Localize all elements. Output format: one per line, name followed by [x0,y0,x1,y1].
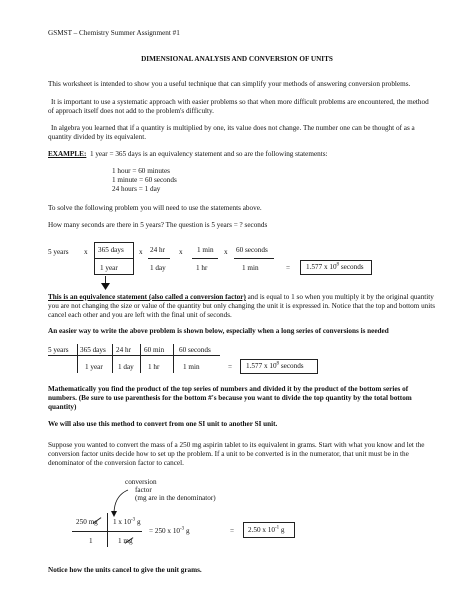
chain2-divider [77,344,78,373]
intro-paragraph-1: This worksheet is intended to show you a useful technique that can simplify your methods of answering conversion problems. [48,80,411,88]
chain1-fraction-bar-2 [148,258,170,259]
chain2-equals: = [228,363,233,371]
example-line [48,150,328,159]
chain3-divider [107,513,108,547]
multiply-sign: x [84,248,88,256]
chain2-den-4: 1 min [183,363,200,371]
chain1-equals: = [286,264,291,272]
chain2-num-2: 365 days [80,346,106,354]
footer-note: Notice how the units cancel to give the unit grams. [48,566,202,574]
chain1-result: 1.577 x $10^8$ seconds [306,262,364,271]
chain3-den-2: 1 mg [118,537,133,545]
chain2-divider [112,344,113,373]
arrow-down-icon [101,283,110,290]
chain3-num-1: 250 mg [76,518,98,526]
multiply-sign: x [139,248,143,256]
annotation-line-1: conversion [125,478,157,486]
chain1-num-2: 24 hr [150,246,165,254]
si-text: We will also use this method to convert from one SI unit to another SI unit. [48,420,278,428]
chain1-num-3: 1 min [197,246,214,254]
annotation-line-3: (mg are in the denominator) [135,494,216,502]
annotation-arrow-icon [108,488,130,518]
chain3-result: 2.50 x $10^{-1}$ g [248,525,285,534]
chain2-divider [140,344,141,373]
intro-paragraph-2: It is important to use a systematic approach with easier problems so that when more difficult problems are encountered, the method of approach itself does not add to the problem's difficulty. [48,98,429,115]
equivalent-3: 24 hours = 1 day [112,185,161,193]
chain2-den-2: 1 day [118,363,134,371]
chain2-num-3: 24 hr [116,346,131,354]
example-label: EXAMPLE: [48,150,87,158]
chain1-den-1: 1 year [100,264,118,272]
chain1-den-2: 1 day [150,264,166,272]
annotation-line-2: factor [135,486,152,494]
equivalent-2: 1 minute = 60 seconds [112,176,177,184]
intro-paragraph-3: In algebra you learned that if a quantity is multiplied by one, its value does not change. The number one can be thought of as a quantity divided by its equivalent. [48,124,415,141]
chain2-result: 1.577 x $10^8$ seconds [246,361,304,370]
chain1-start: 5 years [48,248,69,256]
question-text: How many seconds are there in 5 years? The question is 5 years = ? seconds [48,221,268,229]
chain2-den-1: 1 year [85,363,103,371]
chain3-den-1: 1 [89,537,93,545]
chain3-equals: = [230,527,235,535]
instruction-text: To solve the following problem you will need to use the statements above. [48,204,262,212]
math-paragraph: Mathematically you find the product of the top series of numbers and divided it by the product of the bottom series of numbers. (Be sure to use parenthesis for the bottom #'s because you want to divide the top quantity by the total bottom quantity) [48,385,412,411]
equivalence-paragraph: This is an equivalence statement (also called a conversion factor) and is equal to 1 so when you multiply it by the original quantity you are not changing the size or value of the quantity but only changing the unit it is expressed in. Notice that the top and bottom units cancel each other and you are left with the final unit of seconds. [48,293,436,319]
chain1-den-4: 1 min [242,264,259,272]
chain1-fraction-bar-4 [234,258,274,259]
chain1-fraction-bar-1 [94,258,134,259]
chain2-num-5: 60 seconds [179,346,211,354]
chain1-den-3: 1 hr [196,264,208,272]
chain1-num-4: 60 seconds [236,246,268,254]
chain1-num-1: 365 days [98,246,124,254]
easier-way-text: An easier way to write the above problem is shown below, especially when a long series of conversions is needed [48,327,389,335]
chain2-num-1: 5 years [48,346,69,354]
multiply-sign: x [179,248,183,256]
multiply-sign: x [224,248,228,256]
chain2-num-4: 60 min [144,346,165,354]
chain3-intermediate: = 250 x $10^{-3}$ g [149,526,190,535]
page-title: DIMENSIONAL ANALYSIS AND CONVERSION OF UNITS [141,55,333,63]
example-statement: 1 year = 365 days is an equivalency statement and so are the following statements: [89,150,328,158]
chain1-fraction-bar-3 [192,258,218,259]
chain2-den-3: 1 hr [148,363,160,371]
equivalent-1: 1 hour = 60 minutes [112,167,170,175]
document-header: GSMST – Chemistry Summer Assignment #1 [48,29,180,37]
chain2-fraction-bar [48,355,220,356]
chain3-num-2: 1 x $10^{-3}$ g [113,517,141,526]
chain2-divider [173,344,174,373]
aspirin-paragraph: Suppose you wanted to convert the mass of a 250 mg aspirin tablet to its equivalent in grams. Start with what you know and let the conversion factor units decide how to set up the problem. If a unit to be converted is in the numerator, that unit must be in the denominator of the conversion factor to cancel. [48,441,425,467]
